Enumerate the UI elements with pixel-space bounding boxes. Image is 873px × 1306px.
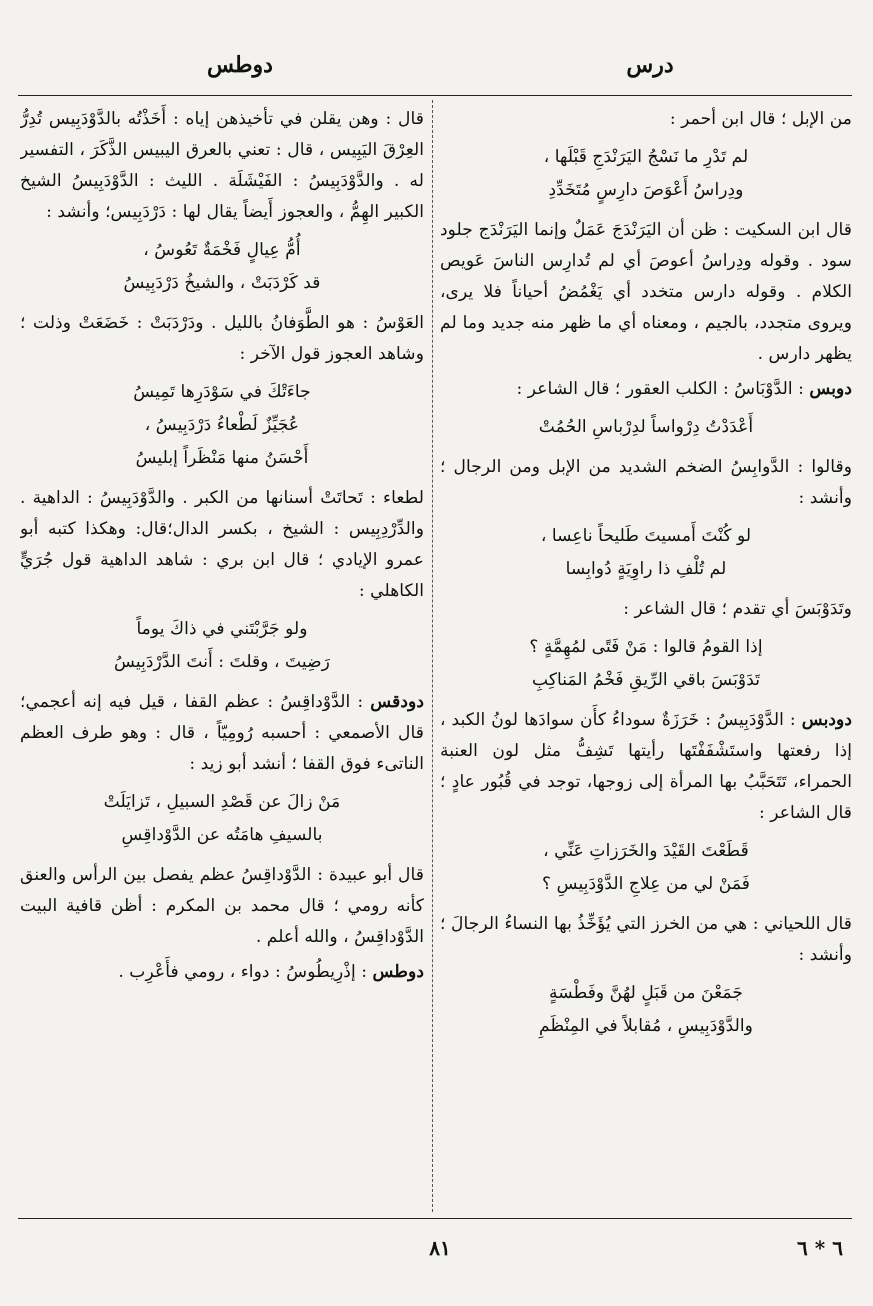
verse [440,411,852,444]
verse-line: فَمَنْ لي من عِلاجِ الدَّوْدَبِيسِ ؟ [541,874,750,894]
verse [20,786,424,852]
dictionary-entry [20,687,424,780]
entry-text: : إذْرِيطُوسُ : دواء ، رومي فأَعْرِب . [118,962,373,982]
verse-line: تَدَوْبَسَ باقي الرِّيقِ فَخْمُ المَناكِبِ [531,670,760,690]
verse [440,141,852,207]
paragraph: قال ابن السكيت : ظن أن اليَرَنْدَجَ عَمَلٌ وإنما اليَرَنْدَج جلود سود . وقوله ودِراسُ أعوصَ أي لم تُدارِس الناسَ عَويص الكلام . وقوله دارس متخدد أي يَغْمُضُ أحياناً فلا يرى، ويروى متجدد، بالجيم ، ومعناه أي ما ظهر منه جديد وما لم يظهر دارس . [440,220,852,364]
entry-headword: دوبس [809,379,852,399]
verse-line: أَحْسَنُ منها مَنْظَراً إبليسُ [135,448,309,468]
header-left-root: دوطس [207,52,273,78]
header-right-root: درس [626,52,674,78]
paragraph: من الإبل ؛ قال ابن أحمر : [669,109,852,129]
paragraph: قال اللحياني : هي من الخرز التي يُؤَخِّذُ بها النساءُ الرجالَ ؛ وأنشد : [440,914,852,965]
paragraph: العَوْسُ : هو الطَّوَفانُ بالليل . ودَرْدَبَتْ : خَضَعَتْ وذلت ؛ وشاهد العجوز قول الآخر : [20,313,424,364]
entry-headword: دوطس [372,962,424,982]
verse-line: إذا القومُ قالوا : مَنْ فَتًى لمُهِمَّةٍ ؟ [529,637,763,657]
verse-line: جاءَتْكَ في سَوْدَرِها تَمِيسُ [133,382,311,402]
bottom-rule [18,1218,852,1219]
verse-line: ولو جَرَّبْتَني في ذاكَ يوماً [136,619,308,639]
paragraph: قال : وهن يقلن في تأخيذهن إياه : أَخَذْتُه بالدَّوْدَبِيس تُدِرُّ العِرْقَ اليَبِيس ، قال : تعني بالعرق اليبيس الذَّكَرَ ، التفسير له . والدَّوْدَبِيسُ : الفَيْشَلَة . الليث : الدَّوْدَبِيسُ الشيخ الكبير الهِمُّ ، والعجوز أَيضاً يقال لها : دَرْدَبِيس؛ وأنشد : [20,109,424,222]
right-column [440,104,852,1212]
entry-text: : الدَّوْدَبِيسُ : خَرَزَةٌ سوداءُ كأَن سوادَها لونُ الكبد ، إذا رفعتها واستَشْفَفْتَها رأيتها تَشِفُّ مثل لون العنبة الحمراء، تَتَحَبَّبُ بها المرأة إلى زوجها، توجد في قُبُور عادٍ ؛ قال الشاعر : [440,710,852,823]
verse-line: مَنْ زالَ عن قَصْدِ السبيلِ ، تَزايَلَتْ [103,792,341,812]
verse [20,376,424,475]
entry-text: : الدَّوْداقِسُ : عظم القفا ، قيل فيه إنه أعجمي؛ قال الأصمعي : أحسبه رُومِيّاً ، قال : وهو طرف العظم الناتىء فوق القفا ؛ أنشد أبو زيد : [20,692,424,774]
paragraph: لطعاء : تَحاتَتْ أسنانها من الكبر . والدَّوْدَبِيسُ : الداهية . والدِّرْدِبِيس : الشيخ ، بكسر الدال؛قال: وهكذا كتبه أبو عمرو الإيادي ؛ قال ابن بري : شاهد الداهية قول جُرَيٍّ الكاهلي : [20,488,424,601]
paragraph: وقالوا : الدَّوابِسُ الضخم الشديد من الإبل ومن الرجال ؛ وأنشد : [440,457,852,508]
verse-line: ودِراسُ أَعْوَصَ دارِسٍ مُتَخَدِّدِ [548,180,744,200]
dictionary-entry [20,957,424,988]
verse [440,977,852,1043]
left-column [20,104,424,1212]
verse-line: أَعْدَدْتُ دِرْواساً لدِرْباسِ الحُمُتْ [538,417,754,437]
column-divider [432,100,433,1212]
verse [20,613,424,679]
verse-line: لو كُنْتَ أَمسيتَ طَليحاً ناعِسا ، [540,526,752,546]
page-number: ٨١ [429,1236,451,1260]
verse-line: رَضِيتَ ، وقلتَ : أَنتَ الدَّرْدَبِيسُ [113,652,330,672]
entry-headword: دودبس [801,710,852,730]
verse [20,234,424,300]
signature-mark: ٦ * ٦ [797,1236,843,1260]
entry-text: : الدَّوْبَاسُ : الكلب العقور ؛ قال الشاعر : [516,379,810,399]
verse-line: جَمَعْنَ من قَبَلٍ لهُنَّ وفَطْسَةٍ [549,983,743,1003]
entry-headword: دودقس [370,692,424,712]
verse-line: لم تَدْرِ ما نَسْجُ اليَرَنْدَجِ قَبْلَها ، [543,147,749,167]
verse-line: والدَّوْدَبِيسِ ، مُقابلاً في المِنْظَمِ [539,1016,753,1036]
verse-line: عُجَيِّزٌ لَطْعاءُ دَرْدَبِيسُ ، [144,415,300,435]
paragraph: وتَدَوْبَسَ أي تقدم ؛ قال الشاعر : [623,599,852,619]
paragraph: قال أبو عبيدة : الدَّوْداقِسُ عظم يفصل بين الرأس والعنق كأنه رومي ؛ قال محمد بن المكرم : أظن قافية البيت الدَّوْداقِسُ ، والله أعلم . [20,865,424,947]
verse-line: أُمُّ عِيالٍ فَخْمَةٌ تَعُوسُ ، [143,240,301,260]
verse [440,835,852,901]
verse-line: بالسيفِ هامَتُه عن الدَّوْداقِسِ [121,825,323,845]
top-rule [18,95,852,96]
verse [440,520,852,586]
verse [440,631,852,697]
verse-line: لم تُلْفِ ذا راوِيَةٍ دُوابِسا [565,559,727,579]
verse-line: قد كَرْدَبَتْ ، والشيخُ دَرْدَبِيسُ [123,273,321,293]
verse-line: قَطَعْتَ القَيْدَ والخَرَزاتِ عَنِّي ، [543,841,749,861]
dictionary-entry [440,705,852,829]
dictionary-entry [440,374,852,405]
